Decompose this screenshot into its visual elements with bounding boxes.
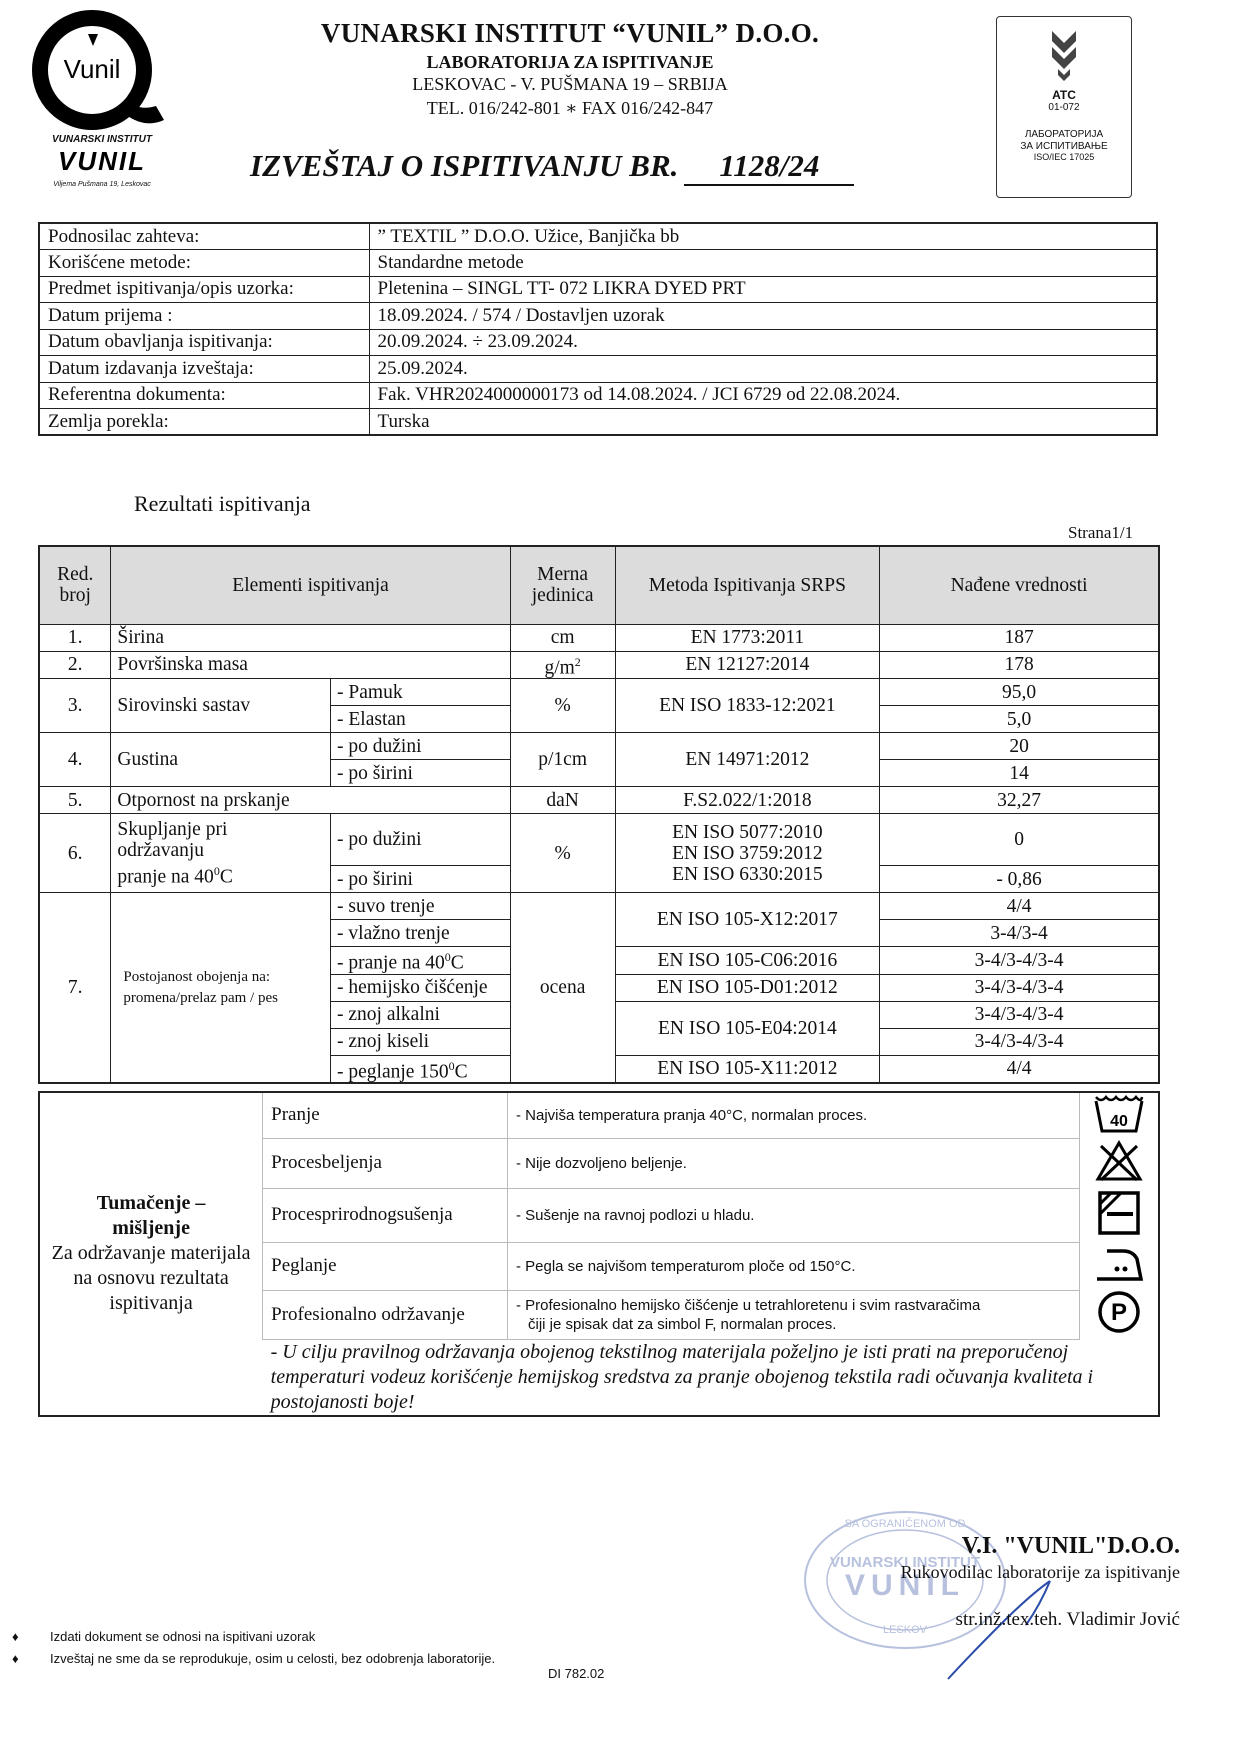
info-value: ” TEXTIL ” D.O.O. Užice, Banjička bb: [369, 223, 1157, 250]
row-sub: - vlažno trenje: [331, 920, 511, 947]
signer-org: V.I. "VUNIL"D.O.O.: [961, 1533, 1180, 1559]
row-method: EN ISO 105-E04:2014: [615, 1001, 880, 1055]
row-unit: daN: [510, 787, 615, 814]
dry-flat-shade-icon: [1079, 1188, 1159, 1242]
care-desc: - Profesionalno hemijsko čišćenje u tetrahloretenu i svim rastvaračima čiji je spisak dat za simbol F, normalan proces.: [507, 1290, 1079, 1339]
row-unit: p/1cm: [510, 733, 615, 787]
results-table: [38, 545, 1160, 1084]
care-label: Procesprirodnogsušenja: [263, 1188, 508, 1242]
svg-text:SA OGRANIČENOM OD: SA OGRANIČENOM OD: [844, 1518, 966, 1530]
row-no: 4.: [39, 733, 111, 787]
atc-accreditation-badge: [996, 16, 1132, 198]
row-method: EN ISO 105-X11:2012: [615, 1055, 880, 1083]
row-unit: %: [510, 814, 615, 893]
logo-inner-text: Vunil: [63, 54, 121, 84]
row-value: - 0,86: [880, 866, 1159, 893]
interpretation-title: Tumačenje – mišljenje Za održavanje materijala na osnovu rezultata ispitivanja: [51, 1192, 251, 1315]
header-unit: Merna jedinica: [510, 546, 615, 624]
svg-text:40: 40: [1109, 1113, 1128, 1130]
info-label: Podnosilac zahteva:: [39, 223, 369, 250]
row-no: 5.: [39, 787, 111, 814]
row-value: 32,27: [880, 787, 1159, 814]
row-element: Otpornost na prskanje: [111, 787, 510, 814]
results-header-row: [39, 546, 1159, 624]
logo-caption: VUNARSKI INSTITUT: [52, 134, 152, 145]
wash-40-icon: [1079, 1092, 1159, 1138]
info-row: [39, 276, 1157, 303]
row-value: 4/4: [880, 1055, 1159, 1083]
report-label: IZVEŠTAJ O ISPITIVANJU BR.: [250, 148, 679, 183]
header-element: Elementi ispitivanja: [111, 546, 510, 624]
row-unit: cm: [510, 624, 615, 651]
row-sub: - znoj kiseli: [331, 1028, 511, 1055]
row-value: 3-4/3-4/3-4: [880, 1028, 1159, 1055]
row-element: Površinska masa: [111, 651, 510, 679]
dry-clean-p-icon: [1079, 1290, 1159, 1339]
document-code: DI 782.02: [548, 1666, 605, 1681]
info-row: [39, 250, 1157, 277]
info-label: Datum prijema :: [39, 303, 369, 330]
row-sub: - po širini: [331, 760, 511, 787]
info-label: Korišćene metode:: [39, 250, 369, 277]
row-method: EN 12127:2014: [615, 651, 880, 679]
footer-note-1: ♦ Izdati dokument se odnosi na ispitivani uzorak: [12, 1629, 316, 1644]
row-element: Skupljanje pri održavanju pranje na $40^0C$: [111, 814, 331, 893]
table-row: [39, 787, 1159, 814]
info-label: Datum obavljanja ispitivanja:: [39, 329, 369, 356]
atc-code: ATC: [1052, 88, 1076, 102]
row-method: EN ISO 5077:2010 EN ISO 3759:2012 EN ISO 6330:2015: [615, 814, 880, 893]
row-sub: - Pamuk: [331, 679, 511, 706]
atc-mark-icon: [1044, 29, 1084, 81]
info-value: 18.09.2024. / 574 / Dostavljen uzorak: [369, 303, 1157, 330]
atc-line3: ISO/IEC 17025: [1033, 152, 1095, 162]
table-row: [39, 651, 1159, 679]
svg-text:VUNARSKI INSTITUT: VUNARSKI INSTITUT: [830, 1554, 980, 1571]
address: LESKOVAC - V. PUŠMANA 19 – SRBIJA: [412, 74, 728, 94]
row-no: 6.: [39, 814, 111, 893]
atc-line1: ЛАБОРАТОРИЈА: [1024, 129, 1104, 140]
row-value: 4/4: [880, 893, 1159, 920]
row-sub: - Elastan: [331, 706, 511, 733]
info-label: Zemlja porekla:: [39, 409, 369, 436]
info-row: [39, 329, 1157, 356]
report-number: 1128/24: [684, 148, 854, 186]
row-unit: %: [510, 679, 615, 733]
info-row: [39, 223, 1157, 250]
row-sub: - po dužini: [331, 814, 511, 866]
care-label: Profesionalno održavanje: [263, 1290, 508, 1339]
info-value: 25.09.2024.: [369, 356, 1157, 383]
atc-number: 01-072: [1048, 102, 1080, 113]
signer-role: Rukovodilac laboratorije za ispitivanje: [900, 1562, 1180, 1582]
table-row: [39, 814, 1159, 866]
row-value: 3-4/3-4: [880, 920, 1159, 947]
care-row: [39, 1092, 1159, 1138]
row-sub: - peglanje $150^0C$: [331, 1055, 511, 1083]
care-label: Procesbeljenja: [263, 1138, 508, 1188]
interpretation-table: [38, 1091, 1160, 1417]
row-no: 1.: [39, 624, 111, 651]
care-desc: - Sušenje na ravnoj podlozi u hladu.: [507, 1188, 1079, 1242]
page-number: Strana1/1: [1068, 523, 1134, 542]
row-value: 187: [880, 624, 1159, 651]
phone-fax: TEL. 016/242-801 ∗ FAX 016/242-847: [426, 98, 714, 118]
table-row: [39, 679, 1159, 706]
info-row: [39, 303, 1157, 330]
info-row: [39, 356, 1157, 383]
row-sub: - po širini: [331, 866, 511, 893]
row-method: EN ISO 105-D01:2012: [615, 974, 880, 1001]
info-row: [39, 409, 1157, 436]
info-value: Pletenina – SINGL TT- 072 LIKRA DYED PRT: [369, 276, 1157, 303]
institute-name: VUNARSKI INSTITUT “VUNIL” D.O.O.: [320, 18, 820, 48]
care-desc: - Nije dozvoljeno beljenje.: [507, 1138, 1079, 1188]
row-method: EN 1773:2011: [615, 624, 880, 651]
no-bleach-icon: [1079, 1138, 1159, 1188]
row-element: Širina: [111, 624, 510, 651]
info-label: Datum izdavanja izveštaja:: [39, 356, 369, 383]
svg-text:LESKOV: LESKOV: [882, 1624, 928, 1636]
row-method: EN 14971:2012: [615, 733, 880, 787]
info-value: 20.09.2024. ÷ 23.09.2024.: [369, 329, 1157, 356]
row-no: 2.: [39, 651, 111, 679]
row-value: 178: [880, 651, 1159, 679]
row-element: Sirovinski sastav: [111, 679, 331, 733]
row-sub: - pranje na $40^0C$: [331, 947, 511, 975]
atc-line2: ЗА ИСПИТИВАЊЕ: [1020, 141, 1108, 152]
logo-address: Viljema Pušmana 19, Leskovac: [53, 181, 151, 188]
row-no: 3.: [39, 679, 111, 733]
row-value: 3-4/3-4/3-4: [880, 974, 1159, 1001]
report-title: [250, 148, 854, 186]
row-value: 3-4/3-4/3-4: [880, 947, 1159, 975]
signer-name: str.inž.tex.teh. Vladimir Jović: [955, 1609, 1180, 1630]
info-row: [39, 382, 1157, 409]
row-value: 14: [880, 760, 1159, 787]
row-unit: $g/m^2$: [510, 651, 615, 679]
row-value: 3-4/3-4/3-4: [880, 1001, 1159, 1028]
care-desc: - Pegla se najvišom temperaturom ploče od 150°C.: [507, 1242, 1079, 1290]
row-method: EN ISO 1833-12:2021: [615, 679, 880, 733]
row-method: F.S2.022/1:2018: [615, 787, 880, 814]
header-method: Metoda Ispitivanja SRPS: [615, 546, 880, 624]
logo-name: VUNIL: [58, 146, 146, 176]
info-label: Predmet ispitivanja/opis uzorka:: [39, 276, 369, 303]
care-note: - U cilju pravilnog održavanja obojenog tekstilnog materijala poželjno je isti prati na preporučenoj temperaturi vodeuz korišćenje hemijskog sredstva za pranje obojenog tekstila radi očuvanja kvaliteta i postojanosti boje!: [270, 1340, 1094, 1413]
row-method: EN ISO 105-C06:2016: [615, 947, 880, 975]
care-desc: - Najviša temperatura pranja 40°C, normalan proces.: [507, 1092, 1079, 1138]
care-label: Peglanje: [263, 1242, 508, 1290]
iron-two-dots-icon: [1079, 1242, 1159, 1290]
row-sub: - suvo trenje: [331, 893, 511, 920]
header-no: Red. broj: [39, 546, 111, 624]
info-value: Standardne metode: [369, 250, 1157, 277]
table-row: [39, 893, 1159, 920]
row-no: 7.: [39, 893, 111, 1084]
header-value: Nađene vrednosti: [880, 546, 1159, 624]
row-value: 5,0: [880, 706, 1159, 733]
row-sub: - po dužini: [331, 733, 511, 760]
results-heading: Rezultati ispitivanja: [134, 491, 311, 516]
row-value: 95,0: [880, 679, 1159, 706]
info-label: Referentna dokumenta:: [39, 382, 369, 409]
care-label: Pranje: [263, 1092, 508, 1138]
svg-text:VUNIL: VUNIL: [845, 1569, 965, 1602]
request-info-table: [38, 222, 1158, 436]
table-row: [39, 624, 1159, 651]
row-value: 0: [880, 814, 1159, 866]
row-sub: - hemijsko čišćenje: [331, 974, 511, 1001]
lab-name: LABORATORIJA ZA ISPITIVANJE: [426, 52, 714, 72]
row-value: 20: [880, 733, 1159, 760]
row-unit: ocena: [510, 893, 615, 1084]
row-element: Postojanost obojenja na: promena/prelaz pam / pes: [111, 893, 331, 1084]
footer-note-2: ♦ Izveštaj ne sme da se reprodukuje, osim u celosti, bez odobrenja laboratorije.: [12, 1651, 496, 1666]
row-sub: - znoj alkalni: [331, 1001, 511, 1028]
info-value: Fak. VHR2024000000173 od 14.08.2024. / JCI 6729 od 22.08.2024.: [369, 382, 1157, 409]
svg-text:P: P: [1110, 1299, 1127, 1326]
row-method: EN ISO 105-X12:2017: [615, 893, 880, 947]
table-row: [39, 733, 1159, 760]
row-element: Gustina: [111, 733, 331, 787]
info-value: Turska: [369, 409, 1157, 436]
